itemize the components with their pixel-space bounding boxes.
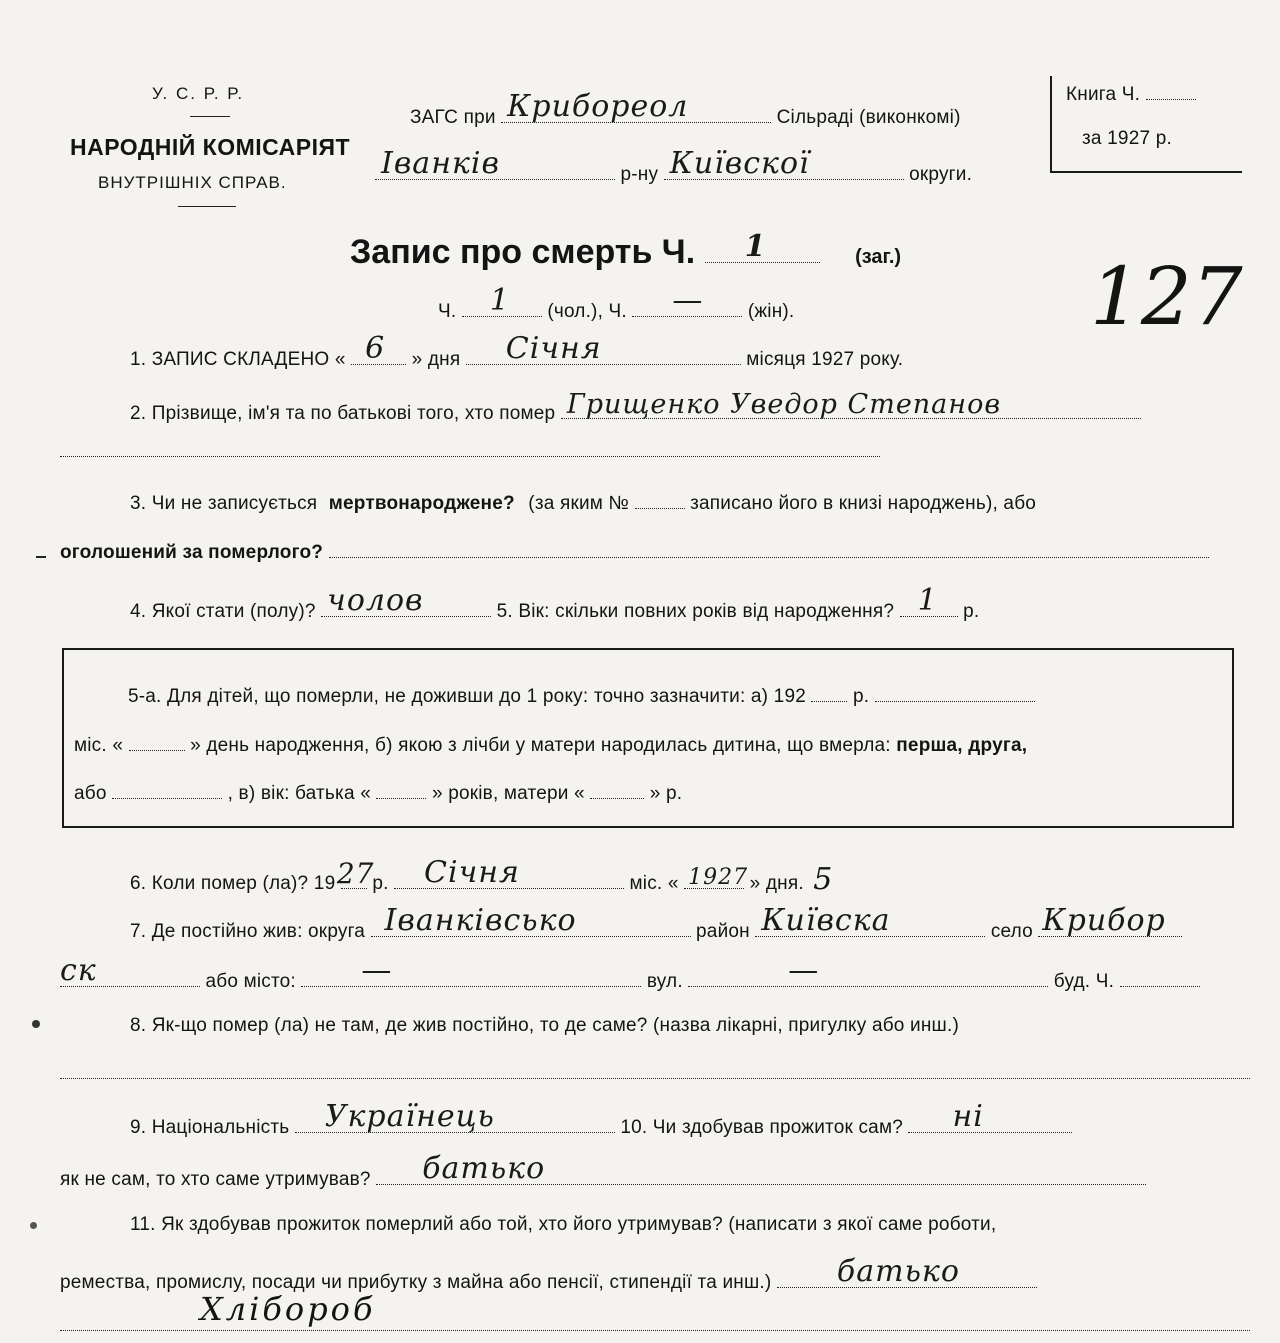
item-5a-line-2 (74, 735, 1027, 757)
item-5a-year-field[interactable] (811, 687, 847, 702)
item-6-extra: 5 (813, 862, 833, 897)
item-8-answer-line[interactable] (60, 1078, 1250, 1079)
header-rule (190, 116, 230, 117)
item-5-value: 1 (917, 583, 938, 618)
item-7-selo: Крибор (1042, 903, 1166, 938)
item-6-r: р. (372, 873, 389, 894)
ch-label-1: Ч. (438, 301, 457, 322)
item-5a-mother-age-field[interactable] (590, 784, 644, 799)
item-7-raion-label: район (696, 921, 750, 942)
item-10b-field[interactable] (376, 1151, 1146, 1186)
item-5-unit: р. (963, 601, 980, 622)
margin-dash (36, 556, 46, 558)
book-year: за 1927 р. (1082, 128, 1172, 149)
item-3-line-2 (60, 542, 1209, 564)
item-7-label: 7. Де постійно жив: округа (130, 921, 366, 942)
item-4-field[interactable] (321, 583, 491, 618)
item-9-10 (130, 1099, 1072, 1139)
record-number: 1 (744, 229, 767, 264)
item-7-selo-label: село (990, 921, 1033, 942)
item-1-end: місяця 1927 року. (746, 349, 904, 370)
book-line (1066, 84, 1196, 106)
ch-label-2: Ч. (608, 301, 627, 322)
female-count: — (672, 283, 704, 318)
item-11-value: батько (836, 1254, 960, 1289)
item-7-selo-field[interactable] (1038, 903, 1182, 938)
item-6-label: 6. Коли помер (ла)? 19 (130, 873, 336, 894)
record-general: (заг.) (855, 246, 902, 268)
item-2-continuation-line[interactable] (60, 456, 880, 457)
okruha-label: округи. (909, 164, 973, 185)
item-5-field[interactable] (900, 583, 958, 618)
district-field[interactable] (375, 146, 615, 181)
item-5a-l3-d: » р. (649, 783, 683, 804)
item-1-day: 6 (365, 331, 386, 366)
punch-hole-1 (32, 1020, 40, 1028)
okruha-value: Київскої (669, 146, 810, 181)
record-number-field[interactable] (705, 229, 820, 264)
item-3-declared-field[interactable] (329, 543, 1209, 558)
item-9-value: Українець (324, 1099, 495, 1134)
council-label: Сільраді (виконкомі) (776, 107, 961, 128)
district-value: Іванків (381, 146, 500, 181)
item-7-misto: — (361, 953, 393, 988)
item-5a-father-age-field[interactable] (376, 784, 426, 799)
item-6-day-field[interactable] (684, 865, 749, 890)
okruha-field[interactable] (664, 146, 904, 181)
item-5a-l3-b: , в) вік: батька « (227, 783, 371, 804)
item-5a-l1: 5-а. Для дітей, що померли, не доживши до 1 року: точно зазначити: а) 192 (128, 686, 806, 707)
item-9-field[interactable] (295, 1099, 615, 1134)
item-3-e: оголошений за померлого? (60, 542, 324, 563)
header-rule-2 (178, 206, 236, 207)
item-7-misto-field[interactable] (301, 953, 641, 988)
item-6-month: Січня (424, 855, 520, 890)
item-2-value: Грищенко Уведор Степанов (566, 389, 1002, 420)
gender-count-line (438, 283, 795, 323)
item-6-month-field[interactable] (394, 855, 624, 890)
record-title: Запис про смерть Ч. (350, 233, 696, 271)
female-count-field[interactable] (632, 283, 742, 318)
item-10-field[interactable] (908, 1099, 1072, 1134)
item-11-answer-line[interactable] (60, 1330, 1250, 1331)
item-7-vul: — (788, 953, 820, 988)
district-label: р-ну (620, 164, 659, 185)
item-6-mis: міс. « (629, 873, 679, 894)
item-10b-value: батько (422, 1151, 546, 1186)
item-5a-line-1 (128, 686, 1035, 708)
item-2 (130, 389, 1141, 425)
item-5a-l3-c: » років, матери « (431, 783, 585, 804)
item-6-year: 27 (336, 857, 375, 890)
item-2-field[interactable] (561, 389, 1141, 420)
male-label: (чол.), (547, 301, 604, 322)
item-11-field[interactable] (777, 1254, 1037, 1289)
item-11-value-2: Хлібороб (200, 1290, 376, 1328)
item-4-value: чолов (327, 583, 424, 618)
zags-field[interactable] (501, 89, 771, 124)
item-10-value: ні (952, 1099, 984, 1134)
item-5a-l2-c: перша, друга, (896, 735, 1028, 756)
item-11-l2: ремества, промислу, посади чи прибутку з майна або пенсії, стипендії та инш.) (60, 1272, 772, 1293)
item-7-line-2 (60, 953, 1200, 993)
item-10-label: 10. Чи здобував прожиток сам? (620, 1117, 903, 1138)
item-5-label: 5. Вік: скільки повних років від народження? (496, 601, 895, 622)
item-7-cont: ск (60, 953, 97, 988)
item-11-line-1: 11. Як здобував прожиток померлий або той, хто його утримував? (написати з якої саме роботи, (130, 1214, 997, 1235)
item-1-mid: » дня (411, 349, 461, 370)
department-label: ВНУТРІШНІХ СПРАВ. (98, 173, 287, 192)
item-5a-l2-b: » день народження, б) якою з лічби у матери народилась дитина, що вмерла: (190, 735, 891, 756)
zags-label: ЗАГС при (410, 107, 496, 128)
item-6-dnya: » дня. (749, 873, 804, 894)
item-3-d: записано його в книзі народжень), або (690, 493, 1037, 514)
item-6-day: 1927 (688, 865, 749, 890)
item-3-b: мертвонароджене? (328, 493, 515, 514)
item-5a-day-field[interactable] (129, 736, 185, 751)
item-2-label: 2. Прізвище, ім'я та по батькові того, хто помер (130, 403, 556, 424)
item-7-okruha: Іванківсько (384, 903, 577, 938)
item-7-raion: Київска (761, 903, 891, 938)
item-5a-month-field[interactable] (875, 687, 1035, 702)
punch-hole-2 (30, 1222, 37, 1229)
item-7-raion-field[interactable] (755, 903, 985, 938)
item-3-number-field[interactable] (635, 494, 685, 509)
item-7 (130, 903, 1182, 943)
item-3 (130, 493, 1036, 515)
commissariat-label: НАРОДНІЙ КОМІСАРІЯТ (70, 134, 351, 160)
item-7-bud-field[interactable] (1120, 972, 1200, 987)
item-5a-line-3 (74, 783, 682, 805)
item-1-label: 1. ЗАПИС СКЛАДЕНО « (130, 349, 346, 370)
item-5a-l1-end: р. (852, 686, 870, 707)
item-5a-l3-a: або (74, 783, 107, 804)
margin-number: 127 (1090, 250, 1243, 343)
item-1-month-field[interactable] (466, 331, 741, 366)
item-1-day-field[interactable] (351, 331, 406, 366)
item-7-vul-field[interactable] (688, 953, 1048, 988)
item-4-5 (130, 583, 980, 623)
item-5a-l2-a: міс. « (74, 735, 124, 756)
zags-value: Крибореол (507, 89, 689, 124)
item-6-year-field[interactable] (336, 857, 375, 890)
item-3-a: 3. Чи не записується (130, 493, 318, 514)
record-title-line (350, 229, 902, 272)
male-count: 1 (489, 283, 510, 318)
zags-line (410, 89, 961, 129)
item-1 (130, 331, 904, 371)
item-1-month: Січня (505, 331, 602, 366)
item-8: 8. Як-що помер (ла) не там, де жив постійно, то де саме? (назва лікарні, пригулку або инш.) (130, 1015, 960, 1036)
item-7-bud-label: буд. Ч. (1053, 971, 1115, 992)
item-9-label: 9. Національність (130, 1117, 290, 1138)
book-number-field[interactable] (1146, 85, 1196, 100)
item-10b-label: як не сам, то хто саме утримував? (60, 1169, 371, 1190)
male-count-field[interactable] (462, 283, 542, 318)
item-5a-order-field[interactable] (112, 784, 222, 799)
item-4-label: 4. Якої стати (полу)? (130, 601, 316, 622)
republic-label: У. С. Р. Р. (152, 84, 245, 103)
item-7-misto-label: або місто: (205, 971, 296, 992)
item-7-cont-field[interactable] (60, 953, 200, 988)
item-7-vul-label: вул. (646, 971, 683, 992)
item-7-okruha-field[interactable] (371, 903, 691, 938)
item-3-c: (за яким № (528, 493, 630, 514)
item-10b (60, 1151, 1146, 1191)
female-label: (жін). (747, 301, 795, 322)
book-label: Книга Ч. (1066, 84, 1141, 105)
item-6 (130, 855, 833, 897)
district-line (375, 146, 973, 186)
